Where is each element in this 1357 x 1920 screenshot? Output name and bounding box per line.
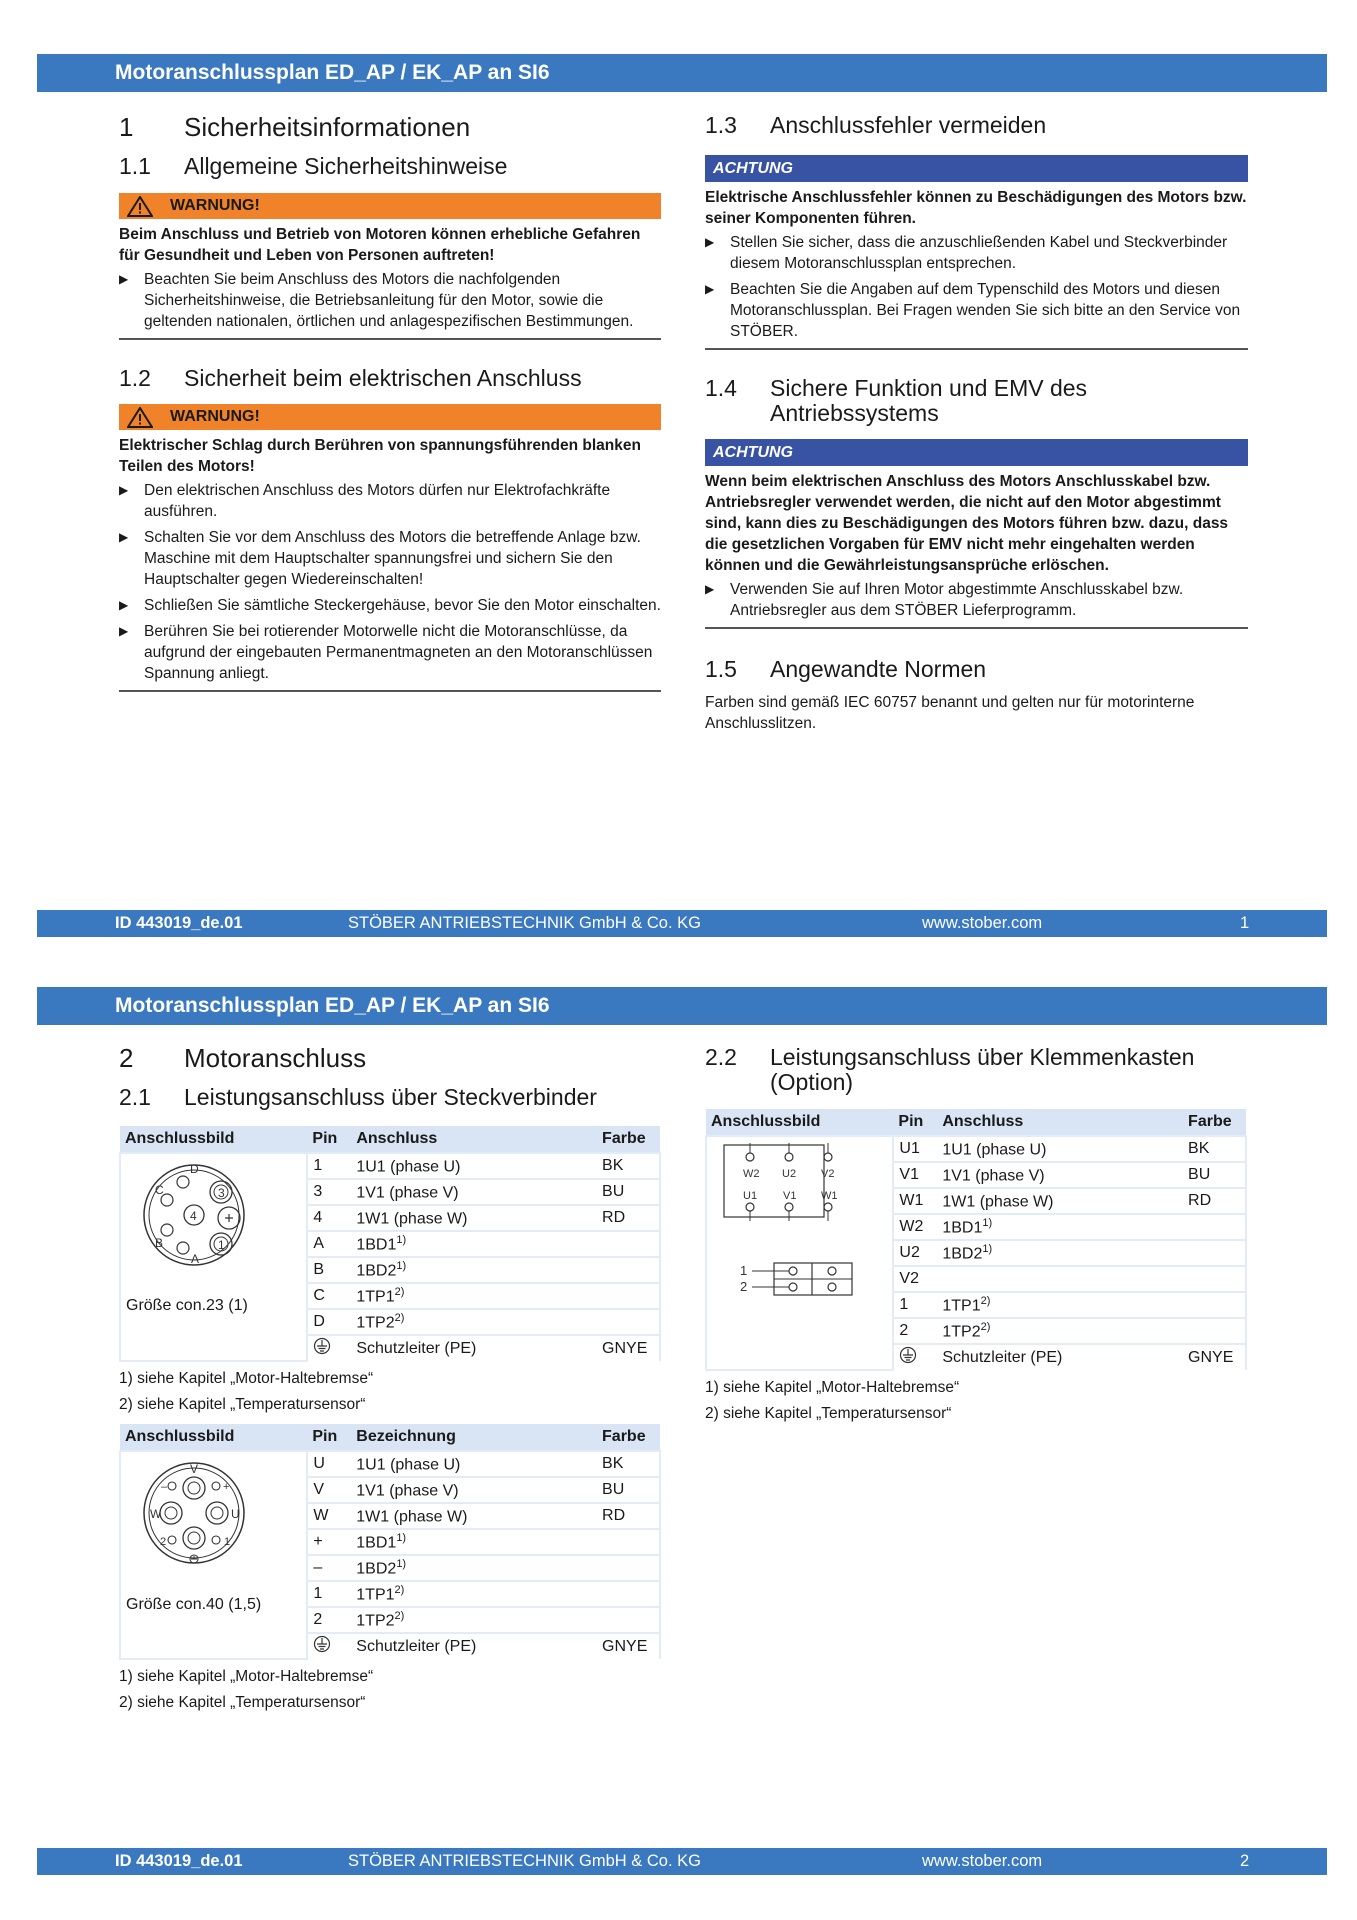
notice-lead: Elektrische Anschlussfehler können zu Beschädigungen des Motors bzw. seiner Komponenten führen. bbox=[705, 189, 1247, 227]
table-row bbox=[706, 1136, 1246, 1162]
pin-cell: 1 bbox=[307, 1153, 351, 1179]
pin-cell: B bbox=[307, 1257, 351, 1283]
column-header: Anschluss bbox=[351, 1126, 597, 1153]
connection-text: Schutzleiter (PE) bbox=[942, 1348, 1063, 1366]
website-link[interactable]: www.stober.com bbox=[922, 1852, 1043, 1870]
connection-cell bbox=[937, 1318, 1183, 1344]
color-cell bbox=[1183, 1318, 1246, 1344]
color-cell bbox=[597, 1529, 660, 1555]
page-number: 1 bbox=[1240, 914, 1250, 932]
footnote-marker: 2) bbox=[394, 1285, 405, 1298]
color-cell: GNYE bbox=[597, 1633, 660, 1659]
terminal-diagram-cell bbox=[706, 1136, 893, 1370]
connector-size-label: Größe con.40 (1,5) bbox=[126, 1596, 262, 1613]
section-number: 1.3 bbox=[705, 112, 737, 138]
pin-cell: 2 bbox=[893, 1318, 937, 1344]
section-heading bbox=[119, 154, 661, 179]
section-heading bbox=[705, 113, 1248, 138]
section-title: Angewandte Normen bbox=[770, 656, 987, 682]
website-link[interactable]: www.stober.com bbox=[922, 914, 1043, 932]
section-title: Motoranschluss bbox=[184, 1043, 367, 1073]
terminal-label: V1 bbox=[783, 1190, 797, 1202]
pin-cell: C bbox=[307, 1283, 351, 1309]
connection-cell bbox=[351, 1451, 597, 1477]
connection-cell bbox=[351, 1309, 597, 1335]
page-footer bbox=[37, 1848, 1327, 1875]
warning-label: WARNUNG! bbox=[170, 408, 260, 425]
list-item: ▶ Den elektrischen Anschluss des Motors dürfen nur Elektrofachkräfte ausführen. bbox=[119, 480, 661, 522]
column-header: Pin bbox=[893, 1109, 937, 1136]
footnote-marker: 1) bbox=[982, 1242, 993, 1255]
connector-label: 1 bbox=[224, 1536, 231, 1548]
table-header-row bbox=[706, 1109, 1246, 1136]
section-heading bbox=[119, 112, 661, 142]
left-column bbox=[119, 1043, 661, 1716]
footnote-marker: 2) bbox=[394, 1609, 405, 1622]
connection-cell bbox=[351, 1633, 597, 1659]
footnote-marker: 2) bbox=[394, 1583, 405, 1596]
connector-diagram-cell bbox=[120, 1451, 307, 1659]
color-cell: RD bbox=[1183, 1188, 1246, 1214]
connector-diagram-cell bbox=[120, 1153, 307, 1361]
connection-cell bbox=[351, 1607, 597, 1633]
color-cell: BU bbox=[597, 1179, 660, 1205]
section-number: 2.2 bbox=[705, 1044, 737, 1070]
color-cell bbox=[597, 1555, 660, 1581]
color-cell bbox=[597, 1257, 660, 1283]
column-header: Anschluss bbox=[937, 1109, 1183, 1136]
color-cell: BK bbox=[1183, 1136, 1246, 1162]
connection-cell bbox=[937, 1214, 1183, 1240]
color-cell: GNYE bbox=[1183, 1344, 1246, 1370]
connection-cell bbox=[351, 1205, 597, 1231]
connection-text: 1BD2 bbox=[356, 1262, 397, 1280]
section-number: 1.1 bbox=[119, 153, 151, 179]
warning-bar bbox=[119, 404, 661, 430]
color-cell: GNYE bbox=[597, 1335, 660, 1361]
section-title: Anschlussfehler vermeiden bbox=[770, 112, 1047, 138]
connector-label: D bbox=[190, 1162, 199, 1176]
terminal-label: U2 bbox=[782, 1168, 797, 1180]
connection-cell bbox=[351, 1153, 597, 1179]
terminal-label: W1 bbox=[821, 1190, 838, 1202]
connector-size-label: Größe con.23 (1) bbox=[126, 1297, 248, 1314]
connector-con40-diagram bbox=[139, 1458, 249, 1568]
section-title: Sicherheit beim elektrischen Anschluss bbox=[184, 365, 582, 391]
warning-lead: Beim Anschluss und Betrieb von Motoren können erhebliche Gefahren für Gesundheit und Leben von Personen auftreten! bbox=[119, 226, 641, 264]
section-number: 2.1 bbox=[119, 1084, 151, 1110]
connection-text: 1W1 (phase W) bbox=[942, 1193, 1054, 1211]
footnote-marker: 1) bbox=[396, 1531, 407, 1544]
page-header: Motoranschlussplan ED_AP / EK_AP an SI6 bbox=[37, 987, 1327, 1025]
pin-cell: U1 bbox=[893, 1136, 937, 1162]
list-item: ▶ Beachten Sie die Angaben auf dem Typenschild des Motors und diesen Motoranschlussplan. Bei Fragen wenden Sie sich bitte an den Service von STÖBER. bbox=[705, 279, 1248, 342]
color-cell bbox=[597, 1231, 660, 1257]
pin-cell: – bbox=[307, 1555, 351, 1581]
list-item: ▶ Schalten Sie vor dem Anschluss des Motors die betreffende Anlage bzw. Maschine mit dem Hauptschalter spannungsfrei und sichern Sie den Hauptschalter gegen Wiedereinschalten! bbox=[119, 527, 661, 590]
footnote-marker: 2) bbox=[980, 1320, 991, 1333]
color-cell bbox=[1183, 1292, 1246, 1318]
connector-table-con23 bbox=[119, 1126, 661, 1362]
pin-cell: W1 bbox=[893, 1188, 937, 1214]
footnote-marker: 1) bbox=[396, 1259, 407, 1272]
connection-cell bbox=[937, 1266, 1183, 1292]
warning-label: WARNUNG! bbox=[170, 197, 260, 214]
pin-cell: A bbox=[307, 1231, 351, 1257]
pin-cell: 1 bbox=[893, 1292, 937, 1318]
column-header: Farbe bbox=[597, 1126, 660, 1153]
instruction-list bbox=[705, 232, 1248, 342]
connection-text: Schutzleiter (PE) bbox=[356, 1339, 477, 1357]
color-cell bbox=[597, 1309, 660, 1335]
footnote-marker: 1) bbox=[396, 1557, 407, 1570]
footnote: 1) siehe Kapitel „Motor-Haltebremse“ bbox=[705, 1379, 960, 1396]
right-column bbox=[705, 110, 1248, 734]
pin-cell: 3 bbox=[307, 1179, 351, 1205]
color-cell: BK bbox=[597, 1451, 660, 1477]
footnote-marker: 2) bbox=[394, 1311, 405, 1324]
connection-cell bbox=[351, 1179, 597, 1205]
warning-lead: Elektrischer Schlag durch Berühren von spannungsführenden blanken Teilen des Motors! bbox=[119, 437, 641, 475]
normen-text: Farben sind gemäß IEC 60757 benannt und gelten nur für motorinterne Anschlusslitzen. bbox=[705, 694, 1195, 732]
instruction-list bbox=[705, 579, 1248, 621]
footnotes bbox=[705, 1375, 1248, 1427]
connection-cell bbox=[351, 1529, 597, 1555]
pin-cell bbox=[307, 1633, 351, 1659]
footnote-marker: 1) bbox=[396, 1233, 407, 1246]
footnotes bbox=[119, 1366, 661, 1418]
connection-cell bbox=[937, 1240, 1183, 1266]
color-cell: BU bbox=[597, 1477, 660, 1503]
connection-text: 1TP2 bbox=[356, 1612, 395, 1630]
footnote: 1) siehe Kapitel „Motor-Haltebremse“ bbox=[119, 1370, 374, 1387]
pin-cell: V bbox=[307, 1477, 351, 1503]
connector-label: 4 bbox=[190, 1209, 197, 1223]
pin-cell: 1 bbox=[307, 1581, 351, 1607]
table-header-row bbox=[120, 1424, 660, 1451]
footnote: 2) siehe Kapitel „Temperatursensor“ bbox=[705, 1405, 952, 1422]
column-header: Pin bbox=[307, 1126, 351, 1153]
pin-cell: V2 bbox=[893, 1266, 937, 1292]
left-column bbox=[119, 110, 661, 714]
pin-cell bbox=[307, 1335, 351, 1361]
connector-label: – bbox=[161, 1481, 168, 1493]
connection-cell bbox=[937, 1344, 1183, 1370]
page-1 bbox=[0, 0, 1357, 940]
section-number: 1.4 bbox=[705, 375, 737, 401]
column-header: Farbe bbox=[1183, 1109, 1246, 1136]
ground-icon bbox=[313, 1635, 331, 1653]
color-cell bbox=[597, 1607, 660, 1633]
table-header-row bbox=[120, 1126, 660, 1153]
color-cell bbox=[1183, 1214, 1246, 1240]
instruction-list bbox=[119, 269, 661, 332]
connector-label: W bbox=[150, 1507, 162, 1521]
right-column bbox=[705, 1045, 1248, 1427]
notice-lead: Wenn beim elektrischen Anschluss des Motors Anschlusskabel bzw. Antriebsregler verwendet werden, die nicht auf den Motor abgestimmt sind, kann dies zu Beschädigungen des Motors führen bzw. dazu, dass die gesetzlichen Vorgaben für EMV nicht mehr eingehalten werden können und die Gewährleistungsansprüche erlöschen. bbox=[705, 473, 1229, 574]
color-cell bbox=[597, 1283, 660, 1309]
connection-text: 1BD1 bbox=[356, 1534, 397, 1552]
connection-cell bbox=[937, 1162, 1183, 1188]
connector-label: 1 bbox=[218, 1238, 225, 1252]
footnote: 2) siehe Kapitel „Temperatursensor“ bbox=[119, 1694, 366, 1711]
terminal-label: V2 bbox=[821, 1168, 835, 1180]
connector-table-con40 bbox=[119, 1424, 661, 1660]
connector-label: U bbox=[231, 1507, 240, 1521]
document-id: ID 443019_de.01 bbox=[115, 1852, 243, 1870]
connection-cell bbox=[937, 1292, 1183, 1318]
footnote-marker: 2) bbox=[980, 1294, 991, 1307]
company-name: STÖBER ANTRIEBSTECHNIK GmbH & Co. KG bbox=[348, 914, 701, 932]
section-number: 1.2 bbox=[119, 365, 151, 391]
connector-label: C bbox=[155, 1183, 164, 1197]
section-heading bbox=[119, 1043, 661, 1073]
pin-cell: 4 bbox=[307, 1205, 351, 1231]
page-header: Motoranschlussplan ED_AP / EK_AP an SI6 bbox=[37, 54, 1327, 92]
connector-label: A bbox=[191, 1252, 200, 1266]
connection-text: 1V1 (phase V) bbox=[942, 1167, 1045, 1185]
section-heading bbox=[705, 657, 1248, 682]
notice-bar: ACHTUNG bbox=[705, 155, 1248, 182]
connection-text: 1U1 (phase U) bbox=[356, 1158, 461, 1176]
connector-label: 3 bbox=[218, 1186, 225, 1200]
connection-cell bbox=[351, 1231, 597, 1257]
connection-cell bbox=[351, 1477, 597, 1503]
divider bbox=[119, 338, 661, 340]
column-header: Anschlussbild bbox=[706, 1109, 893, 1136]
section-heading bbox=[119, 1085, 661, 1110]
terminal-label: 1 bbox=[740, 1263, 748, 1278]
color-cell: RD bbox=[597, 1205, 660, 1231]
footnotes bbox=[119, 1664, 661, 1716]
connection-cell bbox=[351, 1555, 597, 1581]
pin-cell: V1 bbox=[893, 1162, 937, 1188]
section-heading bbox=[705, 1045, 1248, 1095]
connection-text: 1U1 (phase U) bbox=[942, 1141, 1047, 1159]
section-heading bbox=[705, 376, 1248, 426]
terminal-box-diagram bbox=[712, 1143, 882, 1313]
color-cell bbox=[1183, 1266, 1246, 1292]
section-number: 1 bbox=[119, 112, 134, 142]
connection-cell bbox=[351, 1335, 597, 1361]
list-item: ▶ Berühren Sie bei rotierender Motorwelle nicht die Motoranschlüsse, da aufgrund der eingebauten Permanentmagneten an den Motoranschlüssen Spannung anliegt. bbox=[119, 621, 661, 684]
section-title: Sichere Funktion und EMV des Antriebssystems bbox=[770, 375, 1088, 426]
connector-con23-diagram bbox=[139, 1160, 249, 1270]
column-header: Anschlussbild bbox=[120, 1126, 307, 1153]
color-cell: RD bbox=[597, 1503, 660, 1529]
connection-text: 1BD2 bbox=[356, 1560, 397, 1578]
section-title: Sicherheitsinformationen bbox=[184, 112, 471, 142]
terminal-label: 2 bbox=[740, 1279, 748, 1294]
connection-cell bbox=[351, 1581, 597, 1607]
connection-text: 1TP1 bbox=[942, 1297, 981, 1315]
footnote: 1) siehe Kapitel „Motor-Haltebremse“ bbox=[119, 1668, 374, 1685]
ground-icon bbox=[313, 1337, 331, 1355]
pin-cell bbox=[893, 1344, 937, 1370]
list-item: ▶ Beachten Sie beim Anschluss des Motors die nachfolgenden Sicherheitshinweise, die Betriebsanleitung für den Motor, sowie die geltenden nationalen, örtlichen und anlagespezifischen Bestimmungen. bbox=[119, 269, 661, 332]
list-item: ▶ Stellen Sie sicher, dass die anzuschließenden Kabel und Steckverbinder diesem Motoranschlussplan entsprechen. bbox=[705, 232, 1248, 274]
pin-cell: W2 bbox=[893, 1214, 937, 1240]
section-title: Allgemeine Sicherheitshinweise bbox=[184, 153, 508, 179]
connection-text: 1V1 (phase V) bbox=[356, 1184, 459, 1202]
page-2 bbox=[0, 930, 1357, 1920]
company-name: STÖBER ANTRIEBSTECHNIK GmbH & Co. KG bbox=[348, 1852, 701, 1870]
terminal-box-table bbox=[705, 1109, 1247, 1371]
table-row bbox=[120, 1451, 660, 1477]
connection-text: 1BD1 bbox=[356, 1236, 397, 1254]
list-item: ▶ Verwenden Sie auf Ihren Motor abgestimmte Anschlusskabel bzw. Antriebsregler aus dem STÖBER Lieferprogramm. bbox=[705, 579, 1248, 621]
divider bbox=[705, 627, 1248, 629]
connection-text: 1W1 (phase W) bbox=[356, 1508, 468, 1526]
section-number: 2 bbox=[119, 1043, 134, 1073]
connection-text: 1U1 (phase U) bbox=[356, 1456, 461, 1474]
footnote: 2) siehe Kapitel „Temperatursensor“ bbox=[119, 1396, 366, 1413]
section-title: Leistungsanschluss über Steckverbinder bbox=[184, 1084, 597, 1110]
table-row bbox=[120, 1153, 660, 1179]
pin-cell: 2 bbox=[307, 1607, 351, 1633]
section-number: 1.5 bbox=[705, 656, 737, 682]
divider bbox=[119, 690, 661, 692]
section-heading bbox=[119, 366, 661, 391]
connection-text: 1W1 (phase W) bbox=[356, 1210, 468, 1228]
terminal-label: U1 bbox=[743, 1190, 758, 1202]
connection-cell bbox=[351, 1283, 597, 1309]
connection-text: Schutzleiter (PE) bbox=[356, 1637, 477, 1655]
color-cell: BU bbox=[1183, 1162, 1246, 1188]
column-header: Pin bbox=[307, 1424, 351, 1451]
connection-text: 1TP1 bbox=[356, 1288, 395, 1306]
connection-text: 1TP1 bbox=[356, 1586, 395, 1604]
section-title: Leistungsanschluss über Klemmenkasten (Option) bbox=[770, 1044, 1195, 1095]
ground-icon bbox=[899, 1346, 917, 1364]
pin-cell: W bbox=[307, 1503, 351, 1529]
pin-cell: D bbox=[307, 1309, 351, 1335]
pin-cell: U2 bbox=[893, 1240, 937, 1266]
connection-text: 1TP2 bbox=[942, 1323, 981, 1341]
color-cell bbox=[597, 1581, 660, 1607]
footnote-marker: 1) bbox=[982, 1216, 993, 1229]
connector-label: V bbox=[190, 1462, 199, 1476]
document-id: ID 443019_de.01 bbox=[115, 914, 243, 932]
terminal-label: W2 bbox=[743, 1168, 760, 1180]
connector-label: B bbox=[155, 1236, 164, 1250]
connection-text: 1V1 (phase V) bbox=[356, 1482, 459, 1500]
divider bbox=[705, 348, 1248, 350]
connection-cell bbox=[937, 1188, 1183, 1214]
connection-text: 1BD2 bbox=[942, 1245, 983, 1263]
color-cell: BK bbox=[597, 1153, 660, 1179]
connector-label: + bbox=[223, 1481, 230, 1493]
connection-text: 1BD1 bbox=[942, 1219, 983, 1237]
warning-triangle-icon bbox=[127, 407, 153, 428]
column-header: Farbe bbox=[597, 1424, 660, 1451]
pin-cell: + bbox=[307, 1529, 351, 1555]
page-number: 2 bbox=[1240, 1852, 1250, 1870]
pin-cell: U bbox=[307, 1451, 351, 1477]
list-item: ▶ Schließen Sie sämtliche Steckergehäuse, bevor Sie den Motor einschalten. bbox=[119, 595, 661, 616]
color-cell bbox=[1183, 1240, 1246, 1266]
notice-bar: ACHTUNG bbox=[705, 439, 1248, 466]
column-header: Anschlussbild bbox=[120, 1424, 307, 1451]
connection-cell bbox=[351, 1503, 597, 1529]
warning-triangle-icon bbox=[127, 196, 153, 217]
connection-text: 1TP2 bbox=[356, 1314, 395, 1332]
connection-cell bbox=[351, 1257, 597, 1283]
connection-cell bbox=[937, 1136, 1183, 1162]
instruction-list bbox=[119, 480, 661, 684]
column-header: Bezeichnung bbox=[351, 1424, 597, 1451]
connector-label: 2 bbox=[160, 1536, 167, 1548]
warning-bar bbox=[119, 193, 661, 219]
